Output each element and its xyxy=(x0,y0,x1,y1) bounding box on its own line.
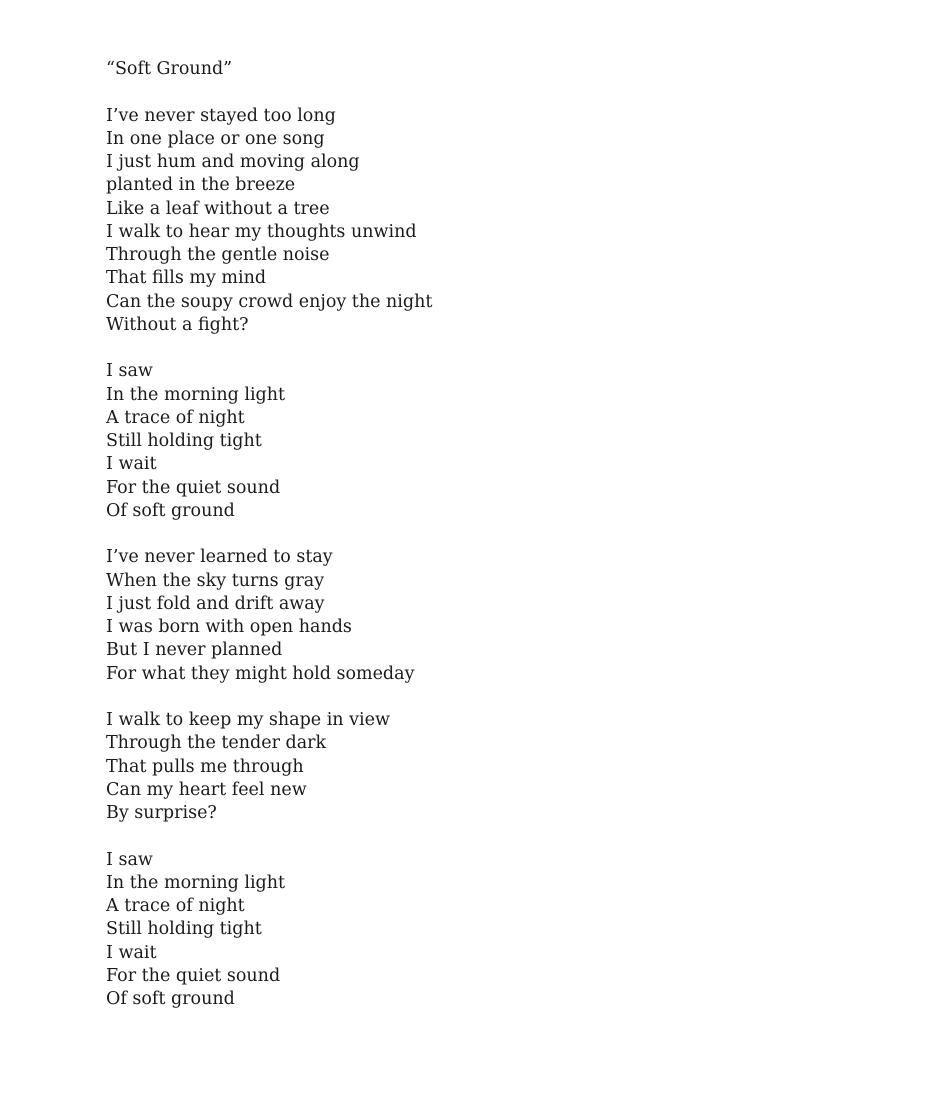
poem-line: I just hum and moving along xyxy=(106,152,360,172)
poem-line: When the sky turns gray xyxy=(106,570,325,591)
stanza xyxy=(106,849,432,1012)
poem-line: For what they might hold someday xyxy=(106,663,415,684)
poem-line: Through the tender dark xyxy=(106,733,327,754)
poem-line: Of soft ground xyxy=(106,500,235,521)
poem-line: I’ve never learned to stay xyxy=(106,547,333,568)
poem-line: planted in the breeze xyxy=(106,175,296,196)
poem-line: I saw xyxy=(106,849,153,870)
poem-line: A trace of night xyxy=(106,407,245,428)
poem-line: Still holding tight xyxy=(106,431,262,451)
poem-line: I walk to hear my thoughts unwind xyxy=(106,221,417,242)
stanza xyxy=(106,105,432,338)
poem-line: In the morning light xyxy=(106,384,286,405)
poem xyxy=(106,58,432,1011)
poem-line: I saw xyxy=(106,361,153,382)
poem-line: I’ve never stayed too long xyxy=(106,105,336,126)
poem-line: I wait xyxy=(106,454,157,475)
poem-line: Still holding tight xyxy=(106,919,262,940)
poem-line: Can my heart feel new xyxy=(106,779,307,800)
poem-line: In the morning light xyxy=(106,872,286,893)
poem-body xyxy=(106,105,432,1012)
poem-line: That pulls me through xyxy=(106,756,304,777)
stanza xyxy=(106,360,432,523)
poem-line: But I never planned xyxy=(106,640,283,661)
poem-line: Can the soupy crowd enjoy the night xyxy=(106,291,433,312)
poem-line: I was born with open hands xyxy=(106,617,352,637)
poem-line: That fills my mind xyxy=(106,268,267,289)
poem-line: Of soft ground xyxy=(106,989,235,1009)
poem-line: Like a leaf without a tree xyxy=(106,198,330,219)
poem-line: By surprise? xyxy=(106,803,217,823)
stanza xyxy=(106,709,432,825)
title-spacer xyxy=(106,81,432,104)
poem-line: I wait xyxy=(106,942,157,963)
poem-line: Without a fight? xyxy=(106,314,249,335)
poem-line: For the quiet sound xyxy=(106,477,281,498)
poem-line: A trace of night xyxy=(106,896,245,916)
poem-line: I walk to keep my shape in view xyxy=(106,710,390,730)
poem-line: In one place or one song xyxy=(106,128,325,149)
stanza xyxy=(106,546,432,686)
poem-line: For the quiet sound xyxy=(106,965,281,986)
poem-line: I just fold and drift away xyxy=(106,593,325,614)
poem-line: Through the gentle noise xyxy=(106,245,330,265)
poem-title: “Soft Ground” xyxy=(106,59,233,79)
